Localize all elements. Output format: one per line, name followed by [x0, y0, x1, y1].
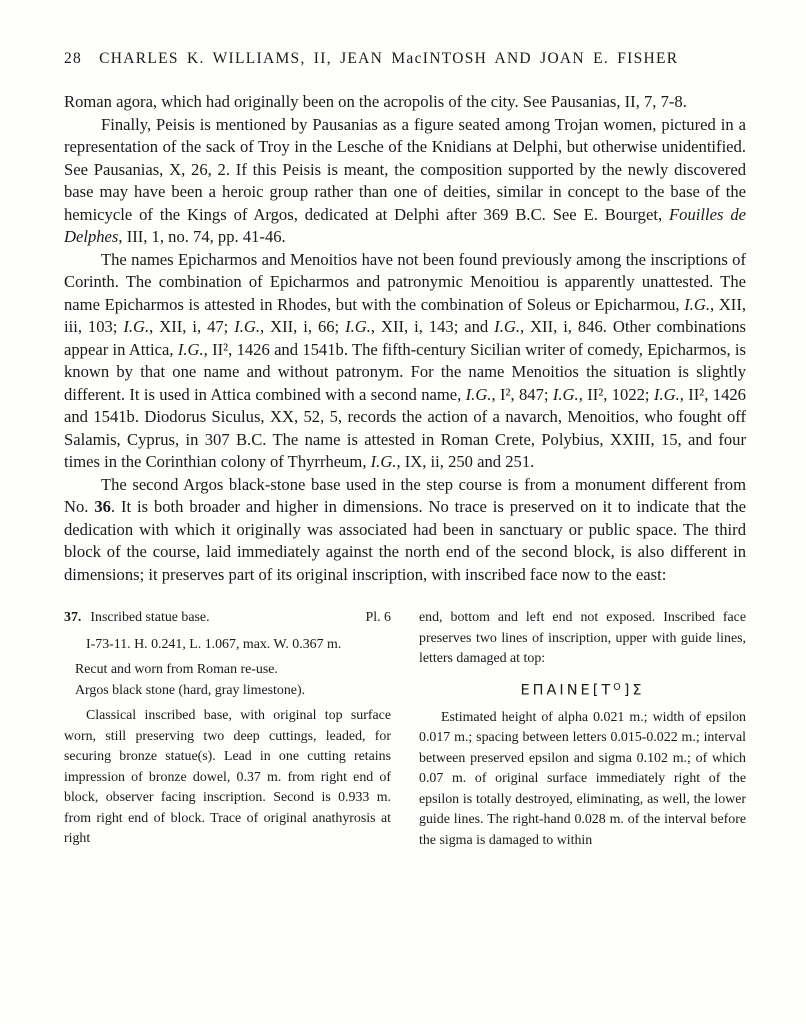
inscription-raised-letter: Ο	[613, 681, 624, 693]
text-run: The second Argos black-stone base used in the step course is from a monument different from No.	[64, 474, 746, 516]
inscription-text: ΕΠΑΙΝΕ[Τ	[520, 682, 614, 698]
paragraph	[64, 474, 746, 587]
text-run: I.G.	[345, 317, 371, 336]
text-run: Estimated height of alpha 0.021 m.; width of epsilon 0.017 m.; spacing between letters 0.015-0.022 m.; interval between preserved epsilon and sigma 0.102 m.; of which 0.07 m. of original surface immediately right of the epsilon is totally destroyed, eliminating, as well, the lower guide lines. The right-hand 0.028 m. of the interval before the sigma is damaged to within	[419, 709, 746, 848]
catalog-entry	[64, 608, 746, 851]
text-run: . It is both broader and higher in dimensions. No trace is preserved on it to indicate that the dedication with which it originally was associated had been in sanctuary or public space. The third block of the course, laid immediately against the north end of the second block, is also different in dimensions; it preserves part of its original inscription, with inscribed face now to the east:	[64, 497, 747, 584]
text-run: Roman agora, which had originally been on the acropolis of the city. See Pausanias, II, 7, 7-8.	[64, 92, 687, 111]
paragraph	[64, 706, 391, 850]
text-run: 36	[94, 497, 111, 516]
text-run: Fouilles de Delphes	[64, 204, 746, 246]
text-run: , XII, i, 66;	[260, 317, 346, 336]
text-run: , XII, i, 143; and	[370, 317, 495, 336]
text-run: I.G.	[684, 294, 710, 314]
paragraph	[64, 249, 746, 474]
paragraph	[64, 681, 391, 702]
paragraph	[419, 608, 746, 670]
greek-inscription	[419, 678, 746, 701]
text-run: I-73-11. H. 0.241, L. 1.067, max. W. 0.367 m.	[86, 636, 342, 652]
text-run: I.G.	[370, 452, 397, 471]
text-run: I.G.	[234, 317, 261, 336]
text-run: Classical inscribed base, with original top surface worn, still preserving two deep cuttings, leaded, for securing bronze statue(s). Lead in one cutting retains impression of bronze dowel, 0.37 m. from right end of block, observer facing inscription. Second is 0.933 m. from right end of block. Trace of original anathyrosis at right	[64, 708, 391, 846]
text-run: I.G.	[653, 384, 680, 404]
text-run: , XII, i, 47;	[149, 317, 235, 336]
text-run: , XII, iii, 103;	[64, 294, 746, 336]
text-run: , III, 1, no. 74, pp. 41-46.	[118, 227, 286, 246]
text-run: , IX, ii, 250 and 251.	[396, 452, 535, 471]
catalog-right-column	[419, 608, 746, 851]
text-run: , XII, i, 846. Other combinations appear in Attica,	[64, 317, 747, 359]
page-header	[64, 50, 746, 68]
catalog-left-column	[64, 608, 391, 851]
text-run: I.G.	[177, 339, 204, 359]
paragraph	[64, 114, 746, 249]
running-head-authors: CHARLES K. WILLIAMS, II, JEAN MacINTOSH AND JOAN E. FISHER	[99, 50, 679, 67]
text-run: Finally, Peisis is mentioned by Pausanias as a figure seated among Trojan women, pictured in a representation of the sack of Troy in the Lesche of the Knidians at Delphi, but otherwise unidentified. See Pausanias, X, 26, 2. If this Peisis is meant, the composition supported by the newly discovered base may have been a heroic group rather than one of deities, similar in concept to the base of the hemicycle of the Kings of Argos, dedicated at Delphi after 369 B.C. See E. Bourget,	[64, 114, 746, 224]
catalog-entry-number: 37.	[64, 610, 82, 625]
text-run: The names Epicharmos and Menoitios have not been found previously among the inscriptions of Corinth. The combination of Epicharmos and patronymic Menoitiou is apparently unattested. The name Epicharmos is attested in Rhodes, but with the combination of Soleus or Epicharmou,	[64, 249, 746, 314]
text-run: , II², 1426 and 1541b. Diodorus Siculus, XX, 52, 5, records the action of a navarch, Menoitios, who fought off Salamis, Cyprus, in 307 B.C. The name is attested in Roman Crete, Polybius, XXIII, 15, and four times in the Corinthian colony of Thyrrheum,	[64, 384, 746, 471]
catalog-entry-title-group	[64, 608, 210, 629]
page-number: 28	[64, 50, 83, 67]
inscription-text: ]Σ	[623, 682, 645, 698]
text-run: I.G.	[123, 317, 150, 336]
text-run: , II², 1022;	[578, 384, 654, 404]
text-run: Argos black stone (hard, gray limestone).	[75, 682, 306, 698]
catalog-entry-title: Inscribed statue base.	[90, 610, 210, 625]
paragraph	[64, 91, 746, 114]
text-run: Recut and worn from Roman re-use.	[75, 662, 278, 677]
catalog-entry-heading	[64, 608, 391, 629]
text-run: , I², 847;	[491, 384, 553, 404]
text-run: , II², 1426 and 1541b. The fifth-century Sicilian writer of comedy, Epicharmos, is known by that one name and without patronym. For the name Menoitios the situation is slightly different. It is used in Attica combined with a second name,	[64, 339, 746, 404]
text-run: end, bottom and left end not exposed. Inscribed face preserves two lines of inscription, upper with guide lines, letters damaged at top:	[419, 610, 746, 666]
plate-reference: Pl. 6	[365, 610, 391, 625]
text-run: I.G.	[552, 384, 579, 404]
body-paragraphs	[64, 91, 746, 586]
text-run: I.G.	[494, 317, 520, 336]
paragraph	[419, 708, 746, 852]
text-run: I.G.	[465, 384, 492, 404]
paragraph	[64, 660, 391, 681]
paragraph	[64, 635, 391, 656]
